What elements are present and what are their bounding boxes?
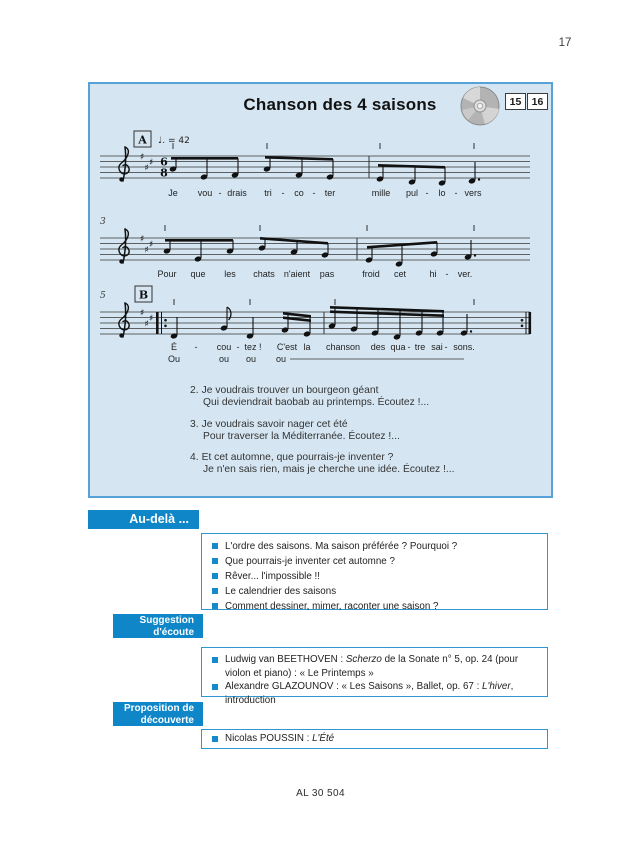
au-dela-list	[201, 533, 548, 610]
svg-text:-: -	[444, 342, 448, 352]
verse-number: 2.	[190, 385, 199, 396]
svg-text:-: -	[445, 269, 449, 279]
svg-text:Je: Je	[168, 188, 178, 198]
svg-text:-: -	[281, 188, 285, 198]
svg-text:chats: chats	[253, 269, 275, 279]
verse-line: Pour traverser la Méditerranée. Écoutez !...	[203, 430, 400, 442]
svg-text:ou: ou	[218, 354, 230, 364]
proposition-decouverte-list	[201, 729, 548, 749]
verse-line: Je voudrais trouver un bourgeon géant	[201, 385, 379, 396]
suggestion-ecoute-list	[201, 647, 548, 706]
svg-text:3: 3	[100, 217, 106, 227]
svg-text:♯: ♯	[140, 234, 145, 245]
section-label-au-dela	[88, 510, 199, 529]
svg-text:chanson: chanson	[325, 342, 361, 352]
svg-text:-: -	[425, 188, 429, 198]
music-box	[88, 82, 553, 498]
svg-text:♯: ♯	[144, 163, 149, 174]
svg-text:Pour: Pour	[157, 269, 177, 279]
svg-text:Ou: Ou	[167, 354, 181, 364]
svg-text:♯: ♯	[144, 245, 149, 256]
bullet-square-icon	[212, 657, 218, 663]
svg-text:ter: ter	[324, 188, 336, 198]
svg-text:sons.: sons.	[453, 342, 475, 352]
svg-text:les: les	[224, 269, 236, 279]
verse-number: 4.	[190, 452, 199, 464]
bullet-square-icon	[212, 543, 218, 549]
svg-text:É: É	[170, 342, 178, 352]
svg-text:8: 8	[160, 166, 168, 180]
section-label-proposition-decouverte	[113, 702, 203, 726]
verse-line: Et cet automne, que pourrais-je inventer ?	[201, 452, 394, 464]
svg-text:tre: tre	[414, 342, 426, 352]
svg-text:pul: pul	[405, 188, 419, 198]
verses	[190, 385, 520, 486]
list-item: Que pourrais-je inventer cet automne ?	[212, 554, 539, 569]
svg-text:cet: cet	[393, 269, 407, 279]
svg-text:cou: cou	[216, 342, 232, 352]
bullet-square-icon	[212, 558, 218, 564]
music-system-3	[90, 284, 555, 376]
cd-icon	[458, 86, 504, 128]
section-label-text: d'écoute	[153, 626, 194, 638]
section-label-text: Au-delà ...	[129, 512, 189, 526]
svg-text:5: 5	[100, 291, 106, 301]
verse-line: Je voudrais savoir nager cet été	[201, 418, 348, 430]
verse-4	[190, 452, 520, 477]
svg-text:-: -	[454, 188, 458, 198]
svg-text:hi: hi	[429, 269, 437, 279]
verse-number: 3.	[190, 418, 199, 430]
svg-text:froid: froid	[362, 269, 380, 279]
svg-text:vou: vou	[197, 188, 213, 198]
music-system-1	[90, 130, 555, 222]
svg-text:ou: ou	[275, 354, 287, 364]
list-item: L'ordre des saisons. Ma saison préférée ? Pourquoi ?	[212, 539, 539, 554]
svg-text:-: -	[407, 342, 411, 352]
bullet-square-icon	[212, 603, 218, 609]
svg-text:ver.: ver.	[457, 269, 473, 279]
list-item: Rêver... l'impossible !!	[212, 569, 539, 584]
list-item: Alexandre GLAZOUNOV : « Les Saisons », Ballet, op. 67 : L'hiver, introduction	[212, 680, 539, 707]
svg-text:mille: mille	[371, 188, 391, 198]
verse-2	[190, 385, 520, 410]
section-label-text: découverte	[140, 714, 194, 726]
svg-text:♯: ♯	[140, 152, 145, 163]
cd-track-number: 16	[527, 93, 548, 110]
svg-text:-: -	[312, 188, 316, 198]
verse-3	[190, 419, 520, 444]
svg-text:-: -	[236, 342, 240, 352]
svg-text:C'est: C'est	[276, 342, 298, 352]
footer-reference: AL 30 504	[296, 788, 345, 799]
svg-text:qua: qua	[390, 342, 406, 352]
svg-text:pas: pas	[319, 269, 335, 279]
bullet-square-icon	[212, 736, 218, 742]
list-item: Comment dessiner, mimer, raconter une saison ?	[212, 599, 539, 614]
svg-text:lo: lo	[438, 188, 446, 198]
svg-text:tri: tri	[264, 188, 272, 198]
list-item: Nicolas POUSSIN : L'Été	[212, 732, 539, 746]
svg-text:que: que	[190, 269, 206, 279]
svg-text:B: B	[138, 288, 149, 302]
svg-text:drais: drais	[227, 188, 247, 198]
bullet-square-icon	[212, 573, 218, 579]
svg-text:co: co	[294, 188, 304, 198]
section-label-suggestion-ecoute	[113, 614, 203, 638]
svg-text:-: -	[194, 342, 198, 352]
song-title: Chanson des 4 saisons	[243, 95, 437, 114]
section-label-text: Suggestion	[139, 615, 194, 626]
bullet-square-icon	[212, 684, 218, 690]
page-number: 17	[558, 37, 572, 49]
svg-text:tez !: tez !	[244, 342, 262, 352]
svg-text:♯: ♯	[149, 314, 154, 324]
section-label-text: Proposition de	[124, 703, 194, 714]
list-item: Le calendrier des saisons	[212, 584, 539, 599]
svg-text:la: la	[303, 342, 311, 352]
svg-text:♯: ♯	[149, 240, 154, 250]
svg-text:♯: ♯	[149, 158, 154, 168]
verse-line: Je n'en sais rien, mais je cherche une idée. Écoutez !...	[203, 464, 455, 476]
svg-text:des: des	[370, 342, 386, 352]
bullet-square-icon	[212, 588, 218, 594]
svg-text:ou: ou	[245, 354, 257, 364]
verse-line: Qui deviendrait baobab au printemps. Écoutez !...	[203, 397, 430, 409]
list-item: Ludwig van BEETHOVEN : Scherzo de la Sonate n° 5, op. 24 (pour violon et piano) : « Le Printemps »	[212, 653, 539, 680]
svg-text:A: A	[138, 133, 147, 147]
svg-text:vers: vers	[464, 188, 482, 198]
svg-text:n'aient: n'aient	[283, 269, 311, 279]
svg-text:♯: ♯	[144, 319, 149, 330]
svg-text:-: -	[218, 188, 222, 198]
cd-track-number: 15	[505, 93, 526, 110]
svg-text:♯: ♯	[140, 308, 145, 319]
svg-text:sai: sai	[431, 342, 443, 352]
svg-text:6: 6	[160, 155, 168, 169]
svg-text:♩. = 42: ♩. = 42	[158, 136, 190, 146]
